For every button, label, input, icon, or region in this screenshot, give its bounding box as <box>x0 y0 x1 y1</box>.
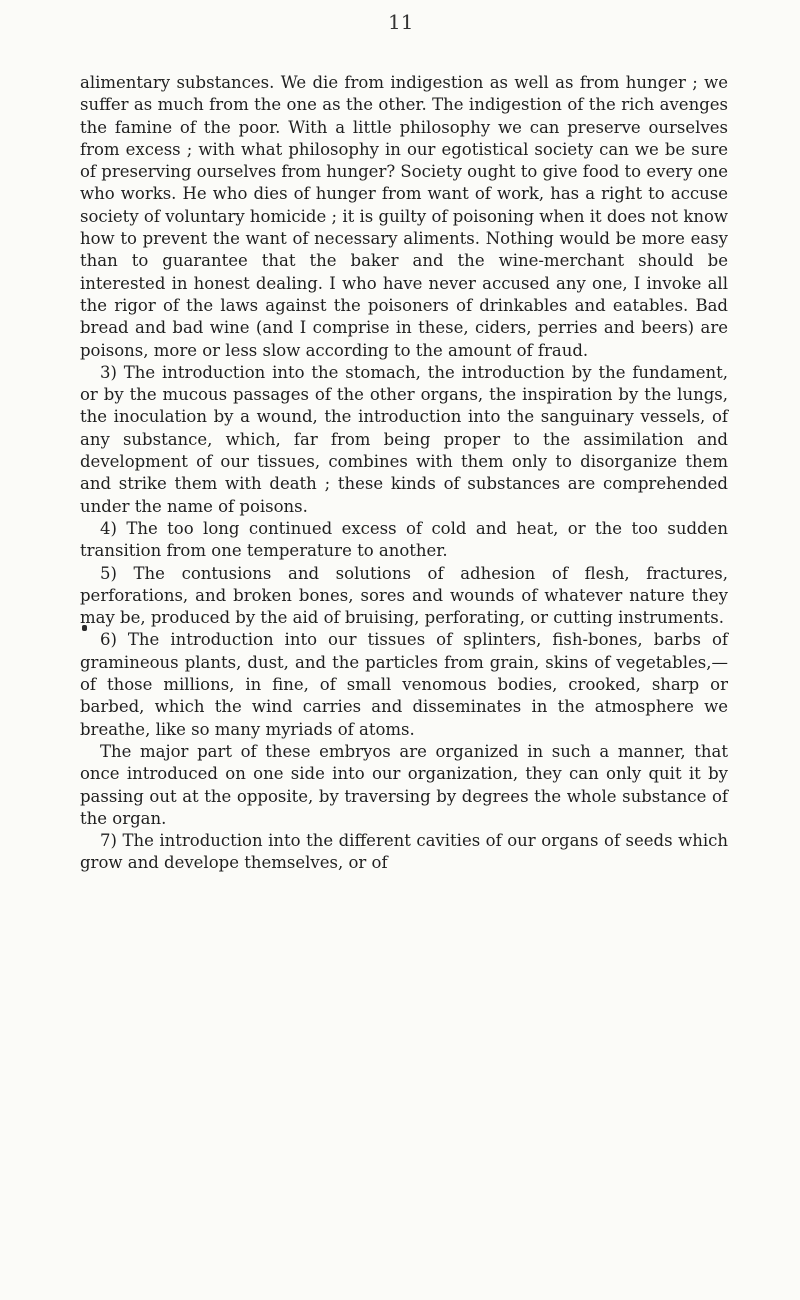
paragraph-item-5: 5) The contusions and solutions of adhesion of flesh, fractures, perforations, and broken bones, sores and wounds of whatever nature they may be, produced by the aid of bruising, perforating, or cutting instruments. <box>80 563 728 628</box>
page-number: 11 <box>388 10 414 34</box>
paragraph-continuation: alimentary substances. We die from indigestion as well as from hunger ; we suffer as much from the one as the other. The indigestion of the rich avenges the famine of the poor. With a little philosophy we can preserve ourselves from excess ; with what philosophy in our egotistical society can we be sure of preserving ourselves from hunger? Society ought to give food to every one who works. He who dies of hunger from want of work, has a right to accuse society of voluntary homicide ; it is guilty of poisoning when it does not know how to prevent the want of necessary aliments. Nothing would be more easy than to guarantee that the baker and the wine-merchant should be interested in honest dealing. I who have never accused any one, I invoke all the rigor of the laws against the poisoners of drinkables and eatables. Bad bread and bad wine (and I comprise in these, ciders, perries and beers) are poisons, more or less slow according to the amount of fraud. <box>80 73 728 360</box>
paragraph-item-7: 7) The introduction into the different cavities of our organs of seeds which grow and develope themselves, or of <box>80 831 728 873</box>
paragraph-item-3: 3) The introduction into the stomach, the introduction by the fundament, or by the mucous passages of the other organs, the inspiration by the lungs, the inoculation by a wound, the introduction into the sanguinary vessels, of any substance, which, far from being proper to the assimilation and development of our tissues, combines with them only to disorganize them and strike them with death ; these kinds of substances are comprehended under the name of poisons. <box>80 362 728 516</box>
paragraph-item-6: 6) The introduction into our tissues of splinters, fish-bones, barbs of gramineous plants, dust, and the particles from grain, skins of vegetables,—of those millions, in fine, of small venomous bodies, crooked, sharp or barbed, which the wind carries and disseminates in the atmosphere we breathe, like so many myriads of atoms. <box>80 630 728 739</box>
body-text <box>80 72 728 875</box>
paragraph-embryos: The major part of these embryos are organized in such a manner, that once introduced on one side into our organization, they can only quit it by passing out at the opposite, by traversing by degrees the whole substance of the organ. <box>80 741 728 828</box>
paragraph-item-4: 4) The too long continued excess of cold and heat, or the too sudden transition from one temperature to another. <box>80 518 728 561</box>
